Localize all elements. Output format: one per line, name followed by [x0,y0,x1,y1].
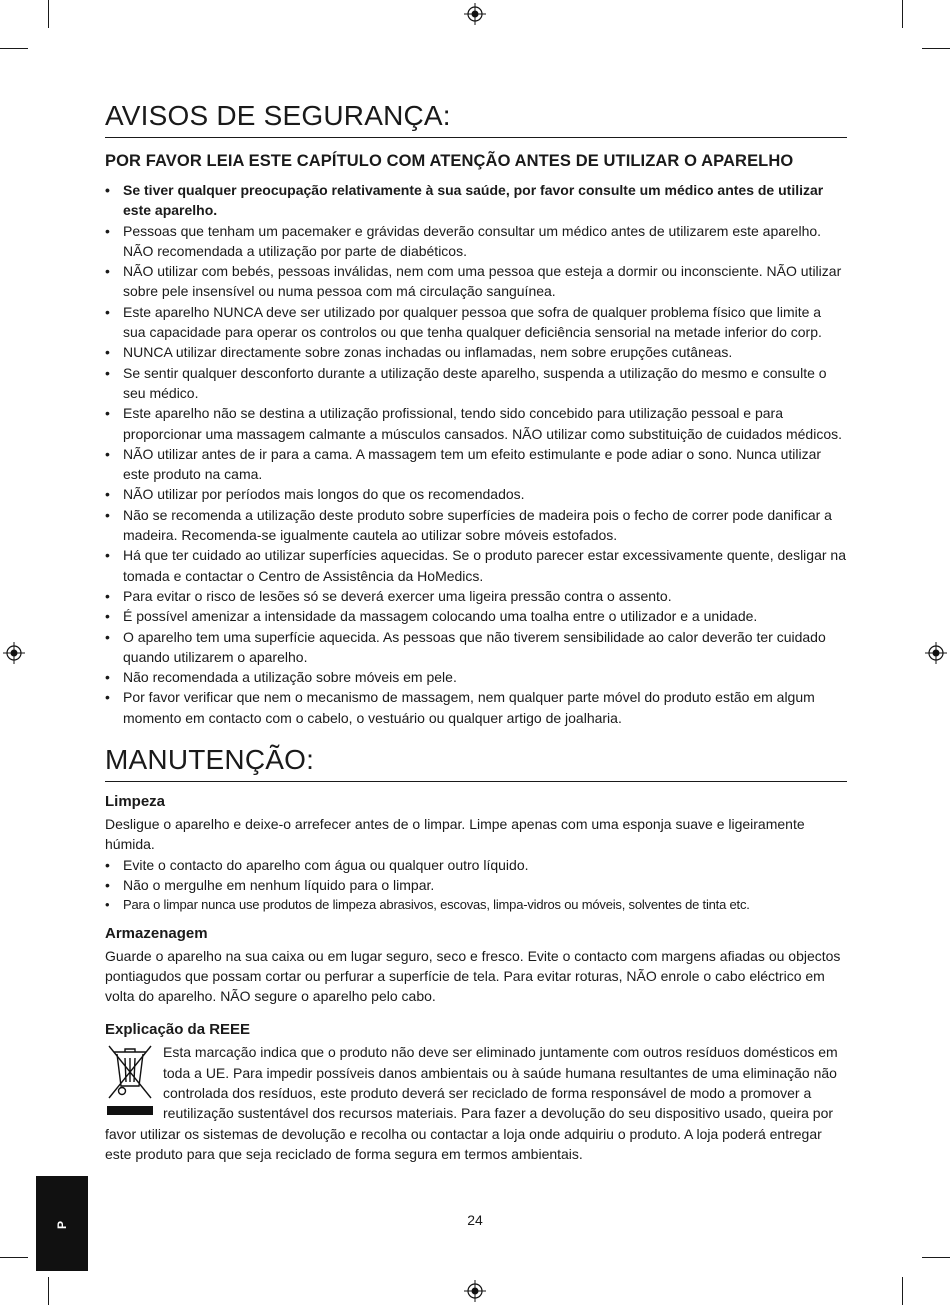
list-item: • Não se recomenda a utilização deste produto sobre superfícies de madeira pois o fecho de correr pode danificar a madeira. Recomenda-se igualmente cautela ao utilizar sobre móveis estofados. [105,505,847,546]
list-item: • Não recomendada a utilização sobre móveis em pele. [105,667,847,687]
list-item: • Não o mergulhe em nenhum líquido para o limpar. [105,875,847,895]
list-item: • Este aparelho não se destina a utilização profissional, tendo sido concebido para utilização pessoal e para proporcionar uma massagem calmante a músculos cansados. NÃO utilizar como substituição de cuidados médicos. [105,403,847,444]
list-item: • O aparelho tem uma superfície aquecida. As pessoas que não tiverem sensibilidade ao calor deverão ter cuidado quando utilizarem o aparelho. [105,627,847,668]
weee-section [105,1042,847,1164]
crop-mark-br-h [922,1257,950,1258]
list-item: • Se sentir qualquer desconforto durante a utilização deste aparelho, suspenda a utilização do mesmo e consulte o seu médico. [105,363,847,404]
crop-mark-tr-h [922,48,950,49]
safety-title: AVISOS DE SEGURANÇA: [105,98,847,138]
crop-mark-tr-v [902,0,903,28]
list-item: • NUNCA utilizar directamente sobre zonas inchadas ou inflamadas, nem sobre erupções cutâneas. [105,342,847,362]
list-item: • Por favor verificar que nem o mecanismo de massagem, nem qualquer parte móvel do produto estão em algum momento em contacto com o cabelo, o vestuário ou qualquer artigo de joalharia. [105,687,847,728]
list-item: • Para evitar o risco de lesões só se deverá exercer uma ligeira pressão contra o assento. [105,586,847,606]
cleaning-text: Desligue o aparelho e deixe-o arrefecer antes de o limpar. Limpe apenas com uma esponja suave e ligeiramente húmida. [105,816,805,853]
page-number: 24 [467,1212,483,1228]
weee-text: Esta marcação indica que o produto não deve ser eliminado juntamente com outros resíduos domésticos em toda a UE. Para impedir possíveis danos ambientais ou à saúde humana resultantes de uma eliminação não controlada dos resíduos, este produto deverá ser reciclado de forma responsável de modo a promover a reutilização sustentável dos recursos materiais. Para fazer a devolução do seu dispositivo usado, queira por favor utilizar os sistemas de devolução e recolha ou contactar a loja onde adquiriu o produto. A loja poderá entregar este produto para que seja reciclado de forma segura em termos ambientais. [105,1044,838,1162]
list-item: • Pessoas que tenham um pacemaker e grávidas deverão consultar um médico antes de utilizarem este aparelho. NÃO recomendada a utilização por parte de diabéticos. [105,221,847,262]
weee-icon-float [105,1042,163,1120]
safety-subtitle: POR FAVOR LEIA ESTE CAPÍTULO COM ATENÇÃO ANTES DE UTILIZAR O APARELHO [105,152,794,170]
storage-text: Guarde o aparelho na sua caixa ou em lugar seguro, seco e fresco. Evite o contacto com margens afiadas ou objectos pontiagudos que possam cortar ou perfurar a superfície de tela. Para evitar roturas, NÃO enrole o cabo eléctrico em volta do aparelho. NÃO segure o aparelho pelo cabo. [105,947,841,1005]
maintenance-title: MANUTENÇÃO: [105,742,847,782]
storage-heading: Armazenagem [105,924,208,942]
weee-heading: Explicação da REEE [105,1021,251,1039]
crop-mark-bl-h [0,1257,28,1258]
language-tab-label: P [55,1220,69,1230]
list-item: • Há que ter cuidado ao utilizar superfícies aquecidas. Se o produto parecer estar excessivamente quente, desligar na tomada e contactar o Centro de Assistência da HoMedics. [105,545,847,586]
crop-mark-tl-v [48,0,49,28]
list-item: • Para o limpar nunca use produtos de limpeza abrasivos, escovas, limpa-vidros ou móveis, solventes de tinta etc. [105,895,847,915]
list-item: • É possível amenizar a intensidade da massagem colocando uma toalha entre o utilizador e a unidade. [105,606,847,626]
list-item: • Se tiver qualquer preocupação relativamente à sua saúde, por favor consulte um médico antes de utilizar este aparelho. [105,180,847,221]
registration-mark-bottom-icon [464,1280,486,1302]
cleaning-heading: Limpeza [105,793,166,811]
registration-mark-top-icon [464,3,486,25]
registration-mark-right-icon [925,642,947,664]
safety-list [105,180,847,728]
page-content [105,98,847,1164]
list-item: • Evite o contacto do aparelho com água ou qualquer outro líquido. [105,855,847,875]
crop-mark-br-v [902,1277,903,1305]
language-tab [36,1176,88,1271]
list-item: • NÃO utilizar antes de ir para a cama. A massagem tem um efeito estimulante e pode adiar o sono. Nunca utilizar este produto na cama. [105,444,847,485]
list-item: • NÃO utilizar por períodos mais longos do que os recomendados. [105,484,847,504]
crop-mark-tl-h [0,48,28,49]
list-item: • Este aparelho NUNCA deve ser utilizado por qualquer pessoa que sofra de qualquer problema físico que limite a sua capacidade para operar os controlos ou que tenha qualquer deficiência sensorial na metade inferior do corp. [105,302,847,343]
crop-mark-bl-v [48,1277,49,1305]
registration-mark-left-icon [3,642,25,664]
crossed-out-wheelie-bin-icon [105,1042,155,1116]
cleaning-list [105,855,847,916]
list-item: • NÃO utilizar com bebés, pessoas inválidas, nem com uma pessoa que esteja a dormir ou inconsciente. NÃO utilizar sobre pele insensível ou numa pessoa com má circulação sanguínea. [105,261,847,302]
